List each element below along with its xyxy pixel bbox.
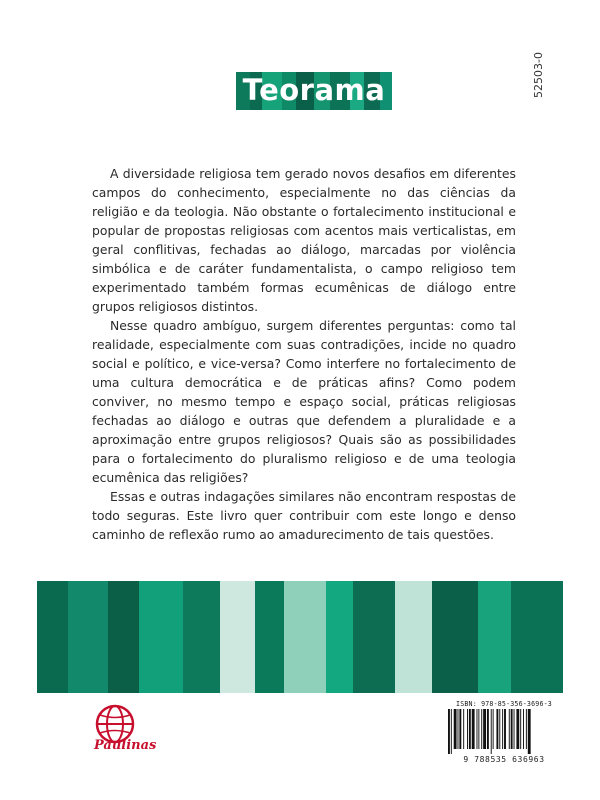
barcode-bars xyxy=(447,709,561,754)
barcode-bar xyxy=(481,709,482,749)
publisher-name: Paulinas xyxy=(94,738,157,753)
barcode-bar xyxy=(469,709,471,749)
barcode xyxy=(445,700,563,764)
barcode-bar xyxy=(491,709,492,754)
back-cover-text xyxy=(92,164,516,544)
barcode-bar xyxy=(448,709,450,754)
color-band xyxy=(37,581,563,693)
barcode-number: 9 788535 636963 xyxy=(463,755,545,764)
isbn-label: ISBN: 978-85-356-3696-3 xyxy=(456,700,552,708)
paragraph-3: Essas e outras indagações similares não encontram respostas de todo seguras. Este livro quer contribuir com este longo e denso caminho de reflexão rumo ao amadurecimento de tais questões. xyxy=(92,489,516,542)
barcode-bar xyxy=(483,709,486,749)
band-stripe xyxy=(37,581,68,693)
band-stripe xyxy=(108,581,139,693)
band-stripe xyxy=(284,581,326,693)
paragraph-1: A diversidade religiosa tem gerado novos desafios em diferentes campos do conhecimento, especialmente no das ciências da religião e da teologia. Não obstante o fortalecimento institucional e popular de propostas religiosas com acentos mais verticalistas, em geral conflitivas, fechadas ao diálogo, marcadas por violência simbólica e de caráter fundamentalista, o campo religioso tem experimentado também formas ecumênicas de diálogo entre grupos religiosos distintos. xyxy=(92,166,516,314)
barcode-bar xyxy=(504,709,506,749)
barcode-bar xyxy=(493,709,494,749)
barcode-bar xyxy=(467,709,468,749)
band-stripe xyxy=(511,581,563,693)
paragraph-2: Nesse quadro ambíguo, surgem diferentes perguntas: como tal realidade, especialmente com suas contradições, incide no quadro social e político, e vice-versa? Como interfere no fortalecimento de uma cultura democrática e de práticas afins? Como podem conviver, no mesmo tempo e espaço social, práticas religiosas fechadas ao diálogo e outras que defendem a pluralidade e a aproximação entre grupos religiosos? Quais são as possibilidades para o fortalecimento do pluralismo religioso e de uma teologia ecumênica das religiões? xyxy=(92,318,516,485)
barcode-bar xyxy=(509,709,510,749)
barcode-bar xyxy=(516,709,519,749)
barcode-bar xyxy=(472,709,475,749)
publisher-logo xyxy=(88,700,157,760)
band-stripe xyxy=(478,581,511,693)
catalog-code: 52503-0 xyxy=(532,52,545,98)
band-stripe xyxy=(183,581,220,693)
barcode-bar xyxy=(496,709,498,749)
barcode-bar xyxy=(458,709,459,749)
barcode-bar xyxy=(478,709,479,749)
barcode-bar xyxy=(526,709,527,749)
barcode-bar xyxy=(459,709,461,749)
band-stripe xyxy=(353,581,395,693)
band-stripe xyxy=(255,581,284,693)
barcode-bar xyxy=(463,709,464,749)
band-stripe xyxy=(68,581,108,693)
barcode-bar xyxy=(451,709,452,754)
series-logo-title: Teorama xyxy=(242,73,386,107)
barcode-bar xyxy=(523,709,524,749)
band-stripe xyxy=(326,581,353,693)
band-stripe xyxy=(220,581,255,693)
band-stripe xyxy=(395,581,432,693)
barcode-bar xyxy=(454,709,457,749)
barcode-bar xyxy=(487,709,489,749)
barcode-bar xyxy=(499,709,500,749)
band-stripe xyxy=(432,581,478,693)
barcode-bar xyxy=(511,709,513,749)
barcode-bar xyxy=(520,709,521,749)
barcode-bar xyxy=(514,709,515,749)
barcode-bar xyxy=(502,709,503,749)
barcode-bar xyxy=(477,709,478,749)
barcode-bar xyxy=(528,709,531,754)
band-stripe xyxy=(139,581,183,693)
